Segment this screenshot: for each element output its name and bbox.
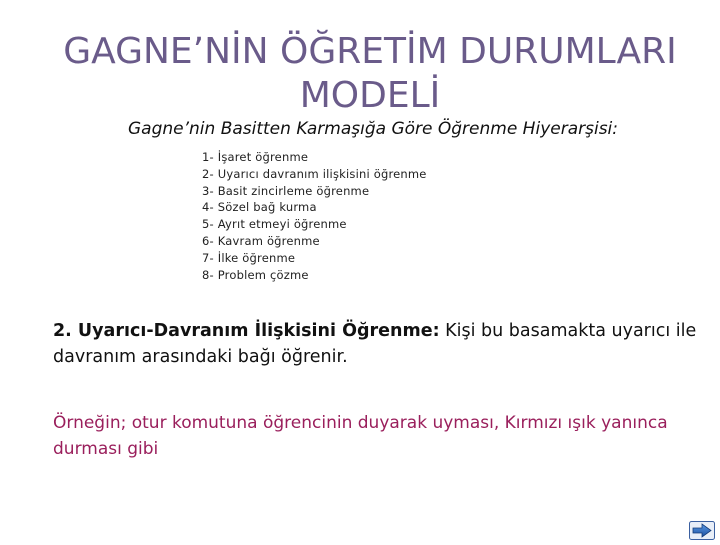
slide-nav — [689, 521, 715, 540]
list-item: 5- Ayrıt etmeyi öğrenme — [202, 217, 347, 232]
list-item: 4- Sözel bağ kurma — [202, 200, 317, 215]
hierarchy-heading: Gagne’nin Basitten Karmaşığa Göre Öğrenme Hiyerarşisi: — [128, 119, 618, 139]
section-heading: 2. Uyarıcı-Davranım İlişkisini Öğrenme: — [53, 321, 440, 341]
list-item: 7- İlke öğrenme — [202, 250, 296, 265]
slide-title — [40, 30, 700, 118]
list-item: 8- Problem çözme — [202, 267, 309, 282]
list-item: 1- İşaret öğrenme — [202, 150, 309, 164]
arrow-right-icon — [689, 521, 715, 540]
list-item: 6- Kavram öğrenme — [202, 233, 320, 248]
example-paragraph: Örneğin; otur komutuna öğrencinin duyarak uyması, Kırmızı ışık yanınca durması gibi — [53, 413, 668, 459]
list-item: 3- Basit zincirleme öğrenme — [202, 183, 370, 198]
hierarchy-list — [202, 149, 427, 283]
slide-title-line-1: GAGNE’NİN ÖĞRETİM DURUMLARI — [63, 31, 677, 72]
section-text: Kişi bu basamakta uyarıcı ile davranım arasındaki bağı öğrenir. — [53, 321, 697, 367]
next-slide-button[interactable] — [689, 521, 715, 540]
list-item: 2- Uyarıcı davranım ilişkisini öğrenme — [202, 166, 427, 181]
slide-title-line-2: MODELİ — [299, 75, 441, 116]
section-paragraph — [53, 318, 703, 370]
